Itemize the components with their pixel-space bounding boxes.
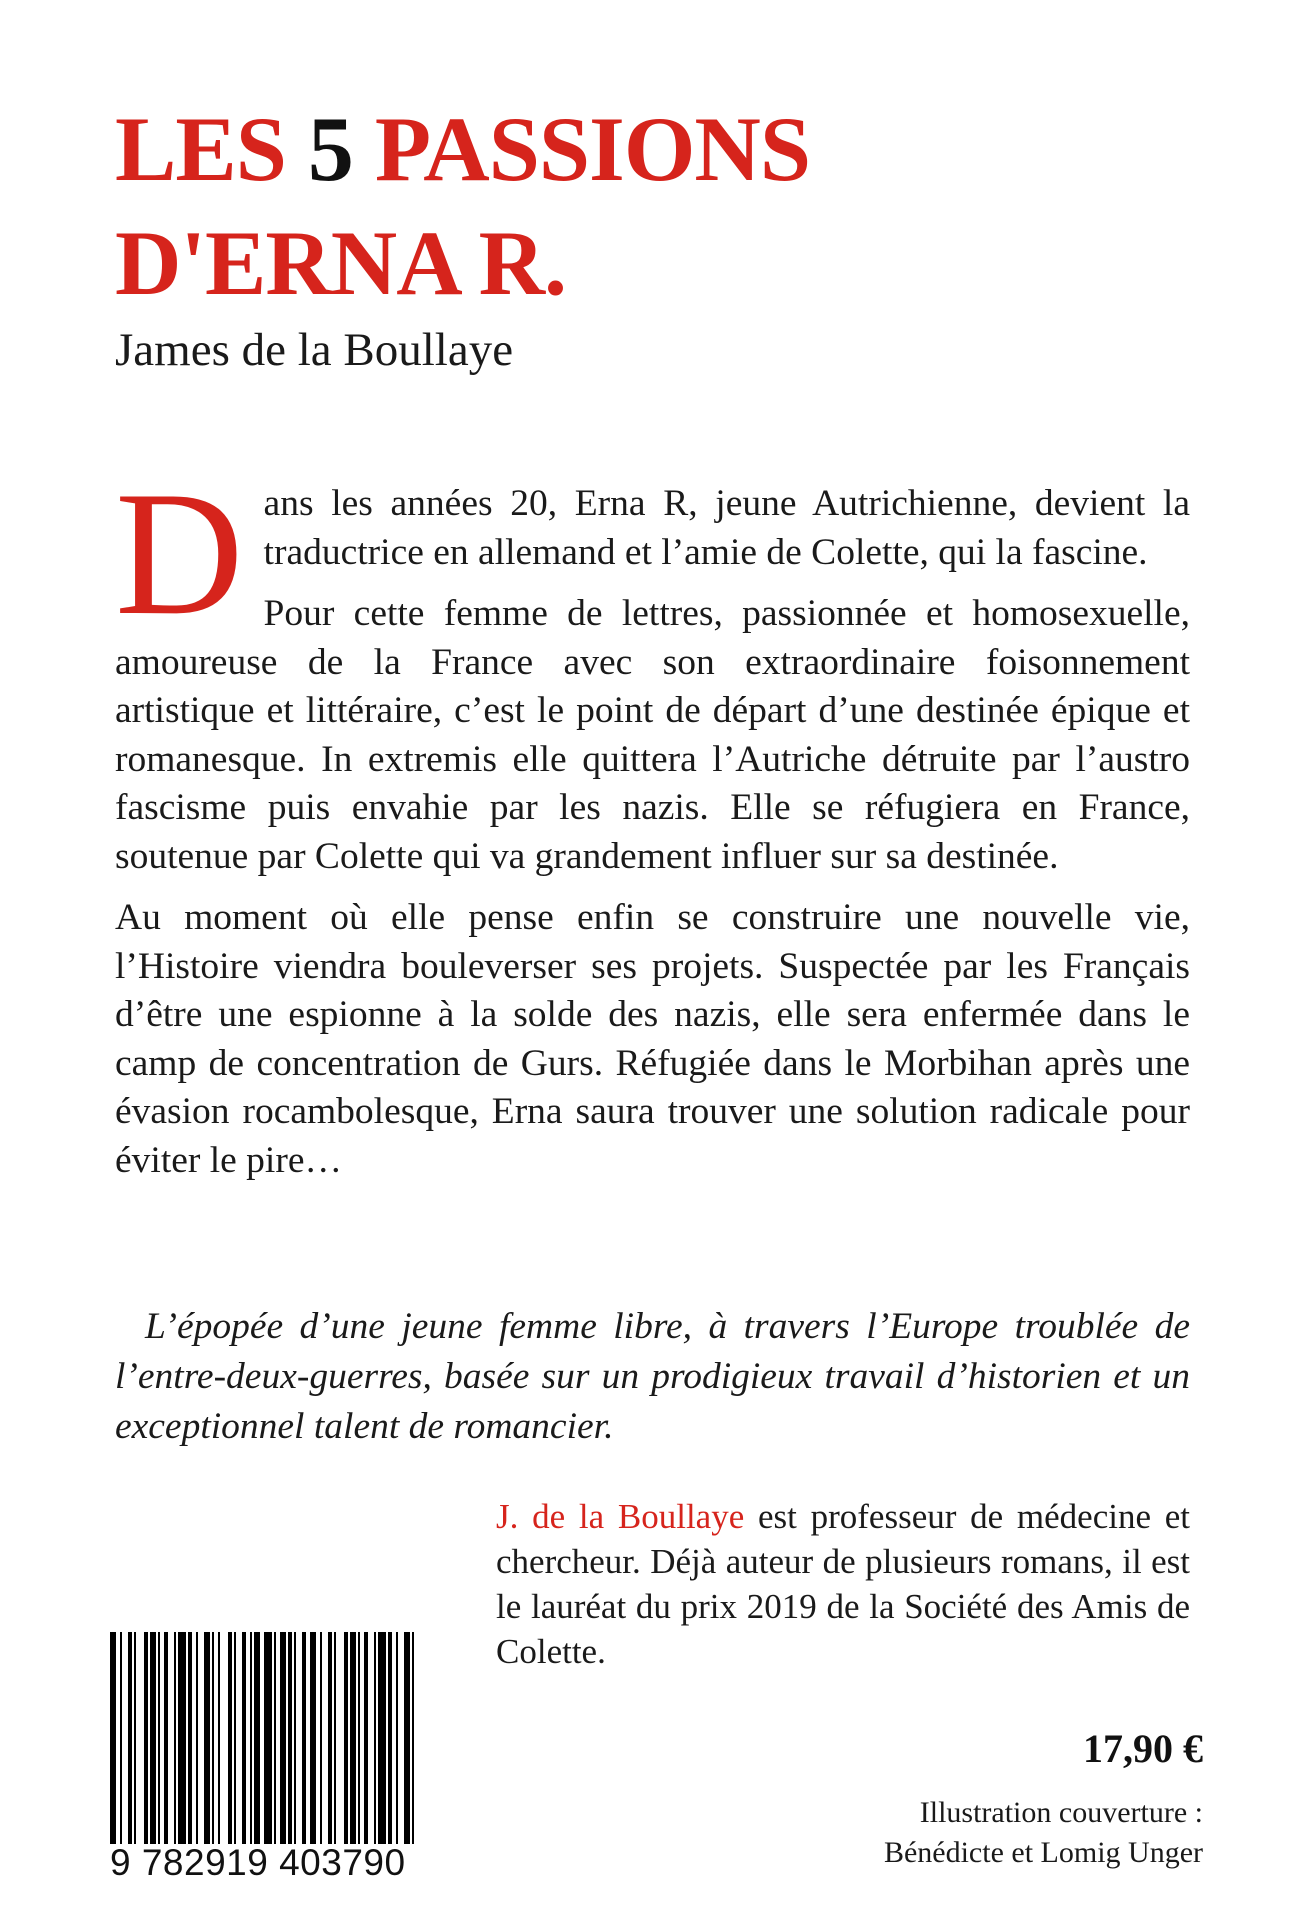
author-bio — [496, 1494, 1190, 1674]
barcode-bar — [374, 1632, 376, 1844]
pitch-quote: L’épopée d’une jeune femme libre, à travers l’Europe troublée de l’entre-deux-guerres, basée sur un prodigieux travail d’historien et un exceptionnel talent de romancier. — [115, 1306, 1190, 1447]
isbn-barcode — [110, 1632, 418, 1882]
barcode-bar — [212, 1632, 214, 1844]
credit-line-1: Illustration couverture : — [919, 1796, 1203, 1829]
author-name: James de la Boullaye — [115, 324, 514, 376]
cover-credit — [884, 1793, 1203, 1873]
title-part1: LES — [115, 98, 308, 200]
barcode-bar — [120, 1632, 122, 1844]
barcode-bar — [364, 1632, 368, 1844]
barcode-bar — [158, 1632, 160, 1844]
barcode-bar — [188, 1632, 192, 1844]
title-line2: D'ERNA R. — [115, 212, 567, 314]
barcode-bar — [328, 1632, 332, 1844]
barcode-bar — [344, 1632, 348, 1844]
synopsis-paragraph-2: Pour cette femme de lettres, passionnée et homosexuelle, amoureuse de la France avec son extraordinaire foisonnement artistique et littéraire, c’est le point de départ d’une destinée épique et romanesque. In extremis elle quittera l’Autriche détruite par l’austro fascisme puis envahie par les nazis. Elle se réfugiera en France, soutenue par Colette qui va grandement influer sur sa destinée. — [115, 593, 1190, 877]
price: 17,90 € — [1083, 1726, 1203, 1771]
barcode-bar — [164, 1632, 168, 1844]
barcode-bar — [404, 1632, 410, 1844]
title-number: 5 — [307, 98, 353, 200]
barcode-bar — [250, 1632, 252, 1844]
barcode-bar — [218, 1632, 220, 1844]
barcode-bar — [204, 1632, 210, 1844]
barcode-bar — [128, 1632, 132, 1844]
barcode-bar — [242, 1632, 246, 1844]
barcode-bar — [412, 1632, 414, 1844]
barcode-bar — [150, 1632, 156, 1844]
book-title — [115, 92, 1215, 320]
barcode-bar — [302, 1632, 306, 1844]
barcode-bar — [228, 1632, 232, 1844]
barcode-bar — [288, 1632, 292, 1844]
synopsis-p1-text: ans les années 20, Erna R, jeune Autrichienne, devient la traductrice en allemand et l’amie de Colette, qui la fascine. — [263, 483, 1190, 573]
barcode-bar — [320, 1632, 322, 1844]
dropcap-letter: D — [115, 454, 244, 652]
synopsis — [115, 454, 1190, 1198]
barcode-bar — [196, 1632, 198, 1844]
barcode-bar — [280, 1632, 286, 1844]
barcode-bar — [254, 1632, 260, 1844]
barcode-bar — [396, 1632, 398, 1844]
bio-text: est professeur de médecine et chercheur. Déjà auteur de plusieurs romans, il est le lauréat du prix 2019 de la Société des Amis de Colette. — [496, 1497, 1190, 1671]
barcode-bar — [310, 1632, 316, 1844]
barcode-bar — [264, 1632, 272, 1844]
synopsis-paragraph-3: Au moment où elle pense enfin se construire une nouvelle vie, l’Histoire viendra bouleverser ses projets. Suspectée par les Français d’être une espionne à la solde des nazis, elle sera enfermée dans le camp de concentration de Gurs. Réfugiée dans le Morbihan après une évasion rocambolesque, Erna saura trouver une solution radicale pour éviter le pire… — [115, 897, 1190, 1181]
barcode-bar — [134, 1632, 136, 1844]
credit-line-2: Bénédicte et Lomig Unger — [883, 1836, 1203, 1869]
barcode-bar — [144, 1632, 148, 1844]
bio-author-name: J. de la Boullaye — [496, 1497, 745, 1536]
barcode-digits: 9 782919 403790 — [110, 1842, 406, 1883]
barcode-bar — [358, 1632, 360, 1844]
barcode-bar — [334, 1632, 336, 1844]
synopsis-paragraph-1 — [115, 454, 1190, 652]
barcode-bar — [174, 1632, 176, 1844]
barcode-bar — [350, 1632, 356, 1844]
barcode-bar — [294, 1632, 296, 1844]
barcode-bar — [388, 1632, 392, 1844]
barcode-bar — [234, 1632, 236, 1844]
title-part2: PASSIONS — [352, 98, 811, 200]
barcode-bar — [178, 1632, 186, 1844]
barcode-bars — [110, 1632, 418, 1844]
barcode-bar — [378, 1632, 386, 1844]
barcode-bar — [110, 1632, 116, 1844]
barcode-bar — [274, 1632, 276, 1844]
